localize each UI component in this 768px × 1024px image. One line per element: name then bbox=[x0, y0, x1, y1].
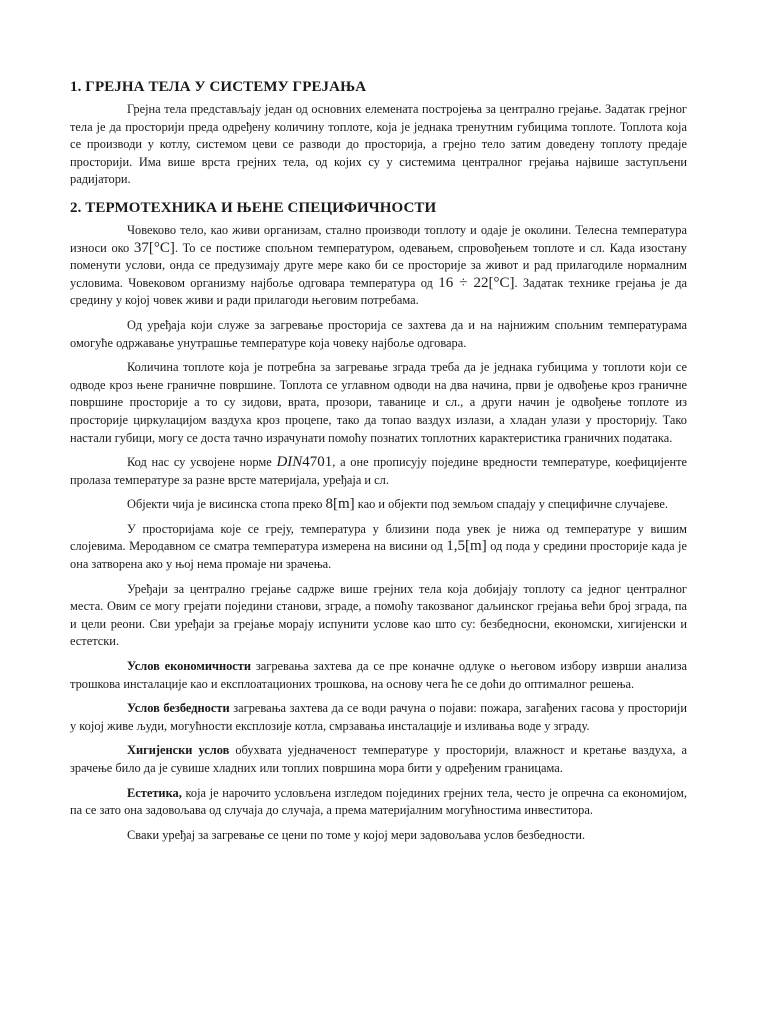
section-1-paragraph: Грејна тела представљају један од основних елемената постројења за централно грејање. Задатак грејног тела је да просторији преда одређену количину топлоте, која је једнака тренутним губицима топлоте. Топлота која се производи у котлу, системом цеви се разводи до просторија, а грејно тело затим доведену топлоту предаје просторији. Има више врста грејних тела, од којих су у системима централног грејања највише заступљени радијатори. bbox=[70, 102, 687, 187]
paragraph-heating-devices: Од уређаја који служе за загревање просторија се захтева да и на најнижим спољним температурама омогуће одржавање унутрашње температуре која човеку најбоље одговара. bbox=[70, 317, 687, 350]
paragraph-central-heating: Уређаји за централно грејање садрже више грејних тела која добијају топлоту са једног централног места. Овим се могу грејати поједини станови, зграде, а помоћу такозваног даљинског грејања већи број зграда, па и цели реони. Сви уређаји за грејање морају испунити услове као што су: безбедносни, економски, хигијенски и естетски. bbox=[70, 581, 687, 649]
paragraph-heat-loss: Количина топлоте која је потребна за загревање зграда треба да је једнака губицима у топлоти који се одводе кроз њене граничне површине. Топлота се углавном одводи на два начина, први је одвођење кроз граничне површине просторије а то су зидови, врата, прозори, таванице и сл., а други начин је одвођење топлоте из просторије циркулацијом ваздуха кроз процепе, тако да топао ваздух излази, а хладан улази у просторију. Тако настали губици, могу се доста тачно израчунати помоћу познатих топлотних карактеристика граничних података. bbox=[70, 360, 687, 445]
formula-din: DIN bbox=[276, 454, 303, 471]
term-hygiene: Хигијенски услов bbox=[127, 743, 230, 758]
section-1-heading: 1. ГРЕЈНА ТЕЛА У СИСТЕМУ ГРЕЈАЊА bbox=[70, 79, 367, 95]
paragraph-floor-temperature: У просторијама које се греју, температура у близини пода увек је нижа од температуре у вишим слојевима. Меродавном се сматра температура измерена на висини од 1,5[m] од пода у средини просторије када је она затворена ако у њој нема промаје ни зрачења. bbox=[70, 521, 687, 572]
document-page bbox=[70, 76, 687, 851]
paragraph-hygiene-condition: Хигијенски услов обухвата уједначеност температуре у просторији, влажност и кретање ваздуха, а зрачење било да је сувише хладних или топлих површина мора бити у одређеним границама. bbox=[70, 743, 687, 775]
formula-temperature-range: 16 ÷ 22[°C] bbox=[438, 274, 515, 291]
formula-din-number: 4701 bbox=[302, 454, 333, 471]
section-2-heading: 2. ТЕРМОТЕХНИКА И ЊЕНЕ СПЕЦИФИЧНОСТИ bbox=[70, 199, 437, 216]
formula-height-8m: 8[m] bbox=[325, 496, 355, 513]
paragraph-final: Сваки уређај за загревање се цени по томе у којој мери задовољава услов безбедности. bbox=[127, 827, 586, 842]
paragraph-economy-condition: Услов економичности загревања захтева да се пре коначне одлуке о његовом избору изврши анализа трошкова инсталације као и експлоатационих трошкова, на основу чега ће се доћи до оптималног решења. bbox=[70, 659, 687, 691]
paragraph-din-norms: Код нас су усвојене норме DIN4701, а оне прописују поједине вредности температуре, коефицијенте пролаза температуре за разне врсте материјала, уређаја и сл. bbox=[70, 454, 687, 487]
term-safety: Услов безбедности bbox=[127, 701, 230, 716]
term-aesthetics: Естетика, bbox=[127, 785, 182, 800]
term-economy: Услов економичности bbox=[127, 659, 252, 674]
paragraph-body-temperature: Човеково тело, као живи организам, стално производи топлоту и одаје је околини. Телесна температура износи око 37[°C]. То се постиже спољном температуром, одевањем, спровођењем топлоте и сл. Када изостану поменути услови, онда се предузимају друге мере како би се просторије за живот и рад прилагодиле нормалним условима. Човековом организму најбоље одговара температура од 16 ÷ 22[°C]. Задатак технике грејања је да средину у којој човек живи и ради прилагоди његовим потребама. bbox=[70, 222, 688, 308]
paragraph-aesthetics: Естетика, која је нарочито условљена изгледом појединих грејних тела, често је опречна са економијом, па се зато она задовољава од случаја до случаја, а према материјалним могућностима инвеститора. bbox=[70, 785, 687, 818]
paragraph-specific-objects: Објекти чија је висинска стопа преко 8[m] као и објекти под земљом спадају у специфичне случајеве. bbox=[127, 496, 668, 513]
formula-body-temperature: 37[°C] bbox=[133, 239, 175, 256]
formula-height-1-5m: 1,5[m] bbox=[446, 538, 487, 555]
paragraph-safety-condition: Услов безбедности загревања захтева да се води рачуна о појави: пожара, загађених гасова у просторији у којој живе људи, могућности експлозије котла, смрзавања инсталације и изливања воде у зграду. bbox=[70, 701, 687, 733]
